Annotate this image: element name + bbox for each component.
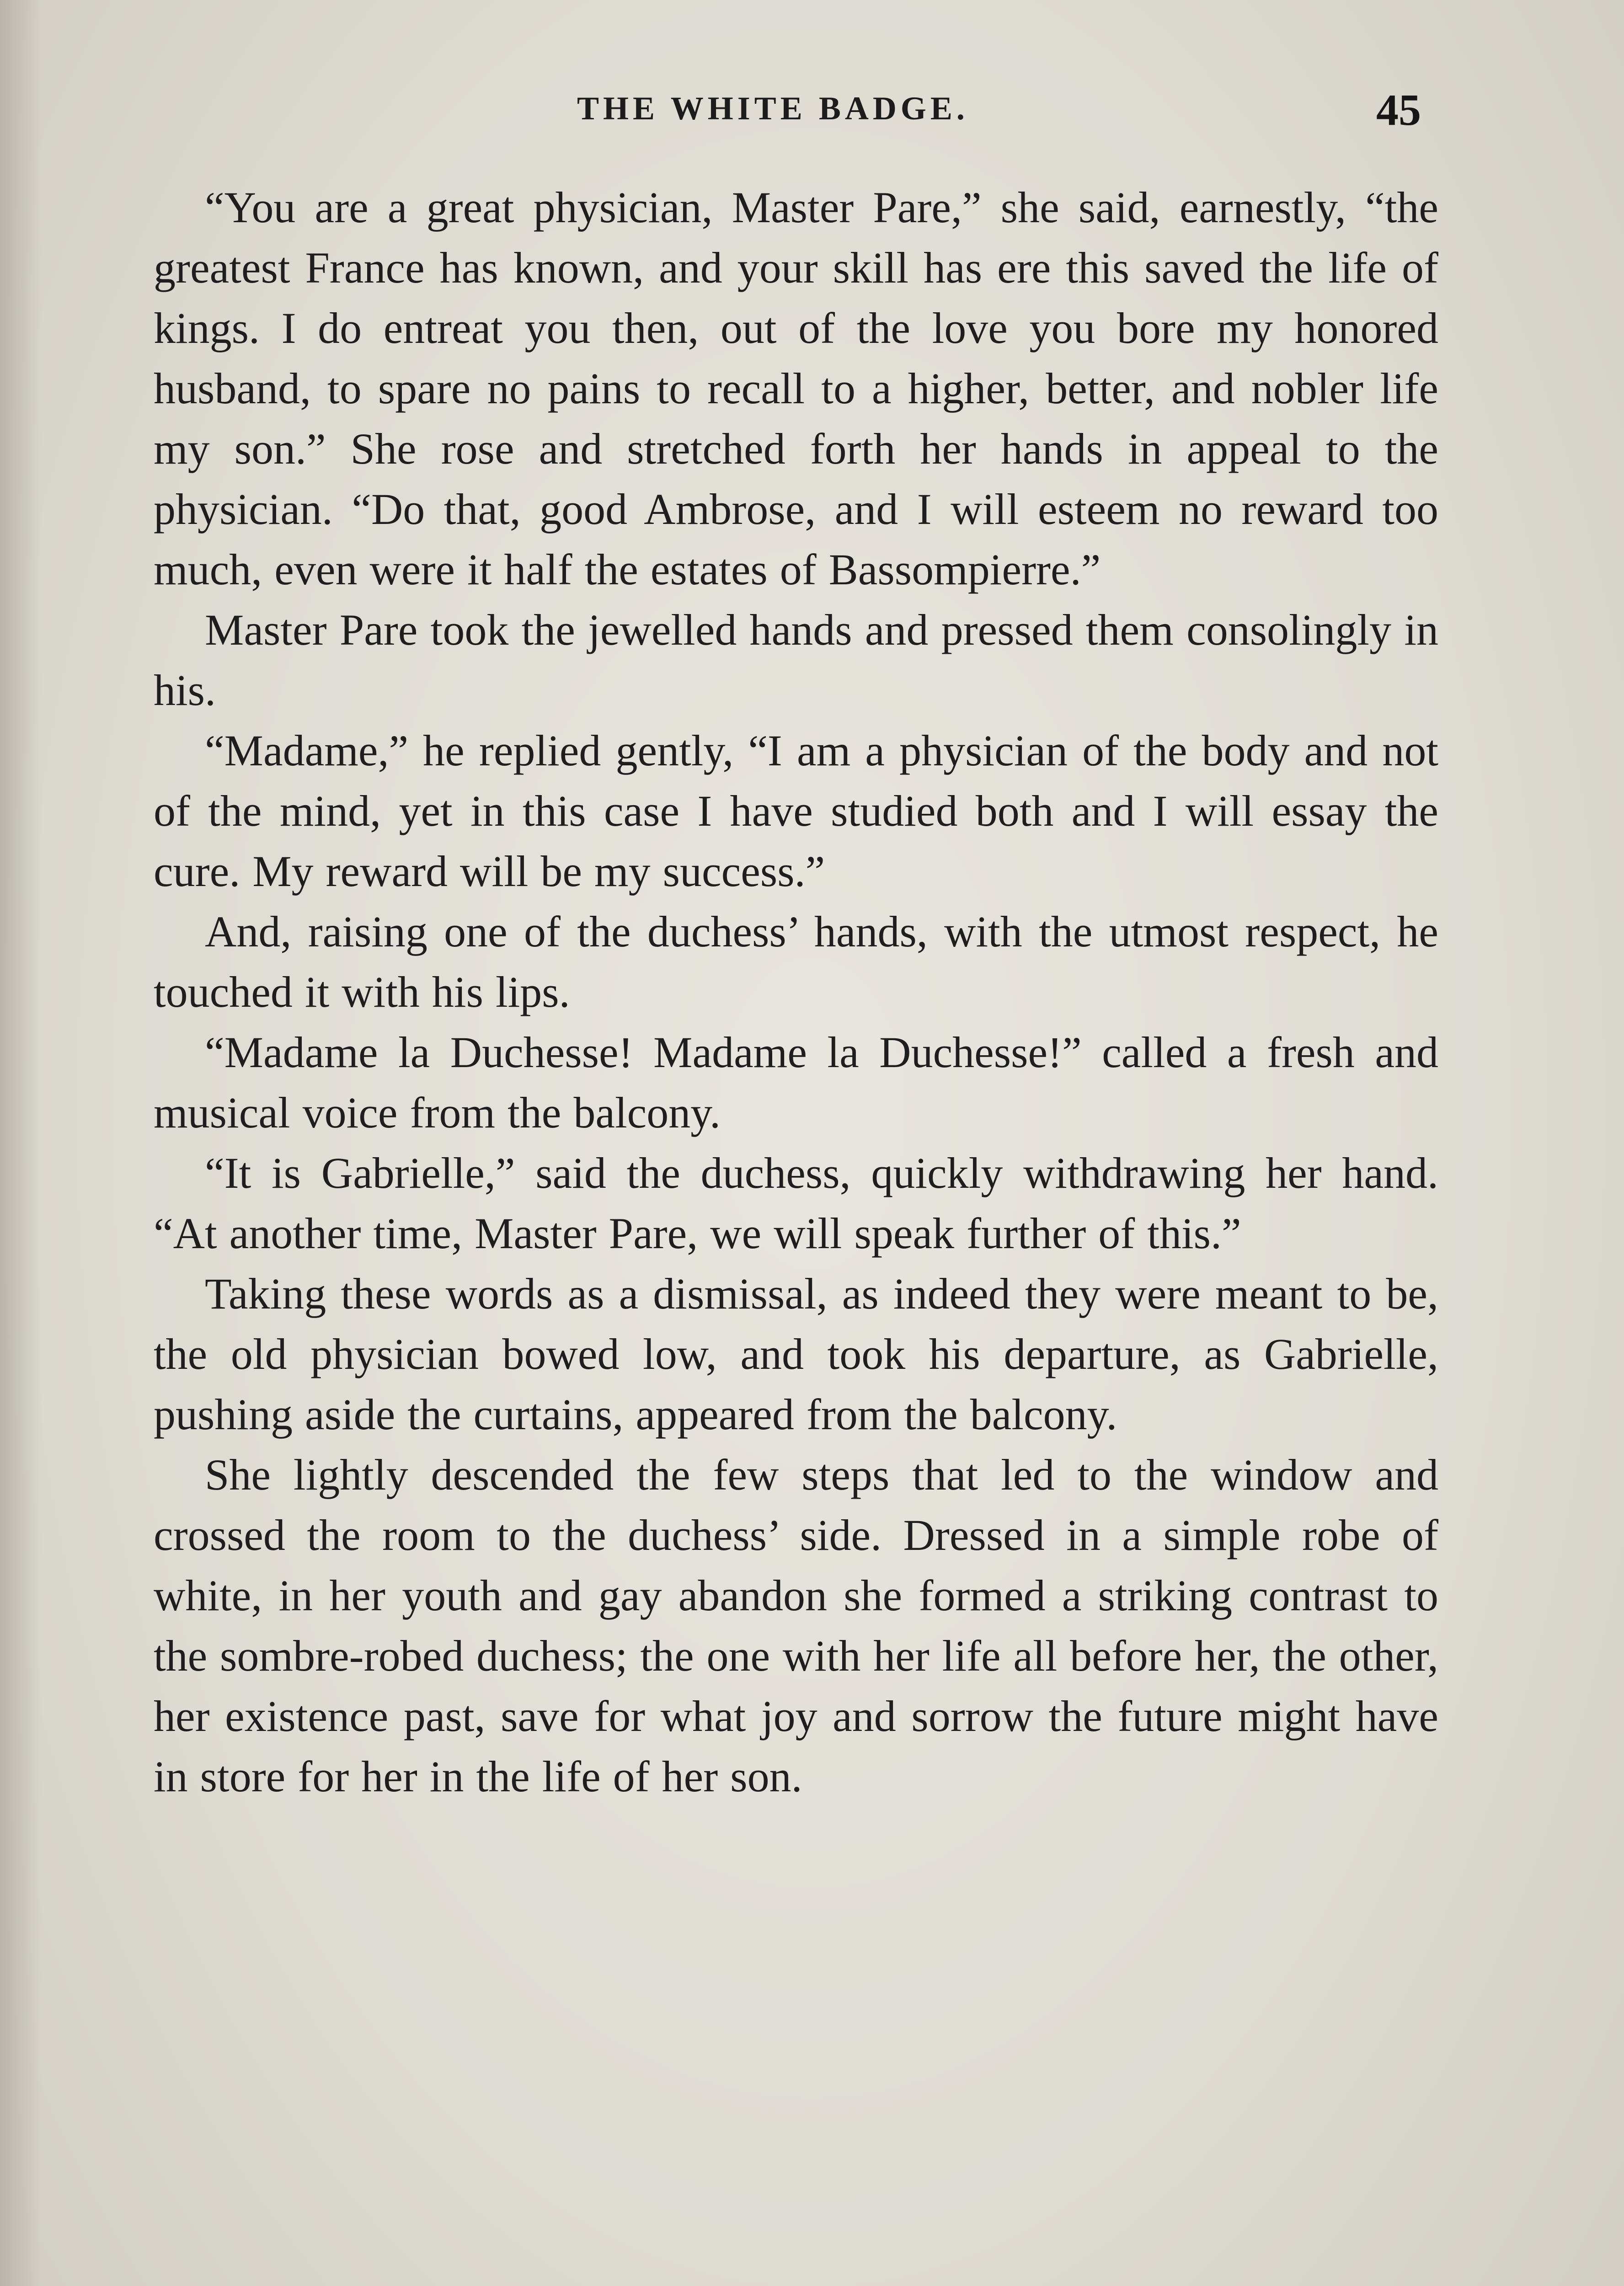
paragraph: “It is Gabrielle,” said the duchess, quickly withdrawing her hand. “At another time, Master Pare, we will speak further of this.” <box>154 1148 1438 1258</box>
paragraph: And, raising one of the duchess’ hands, with the utmost respect, he touched it with his lips. <box>154 907 1438 1016</box>
body-text <box>154 177 1438 1807</box>
page-number: 45 <box>1376 85 1421 135</box>
paragraph: Taking these words as a dismissal, as indeed they were meant to be, the old physician bowed low, and took his departure, as Gabrielle, pushing aside the curtains, appeared from the balcony. <box>154 1269 1438 1439</box>
running-title: THE WHITE BADGE. <box>577 90 969 127</box>
paragraph: She lightly descended the few steps that led to the window and crossed the room to the duchess’ side. Dressed in a simple robe of white, in her youth and gay abandon she formed a striking contrast to the sombre-robed duchess; the one with her life all before her, the other, her existence past, save for what joy and sorrow the future might have in store for her in the life of her son. <box>154 1450 1438 1801</box>
binding-shadow <box>0 0 41 2286</box>
paragraph: Master Pare took the jewelled hands and pressed them consolingly in his. <box>154 605 1438 715</box>
paragraph: “You are a great physician, Master Pare,” she said, earnestly, “the greatest France has known, and your skill has ere this saved the life of kings. I do entreat you then, out of the love you bore my honored husband, to spare no pains to recall to a higher, better, and nobler life my son.” She rose and stretched forth her hands in appeal to the physician. “Do that, good Ambrose, and I will esteem no reward too much, even were it half the estates of Bassompierre.” <box>154 183 1438 594</box>
paragraph: “Madame,” he replied gently, “I am a physician of the body and not of the mind, yet in this case I have studied both and I will essay the cure. My reward will be my success.” <box>154 726 1438 896</box>
paragraph: “Madame la Duchesse! Madame la Duchesse!” called a fresh and musical voice from the balcony. <box>154 1028 1438 1137</box>
